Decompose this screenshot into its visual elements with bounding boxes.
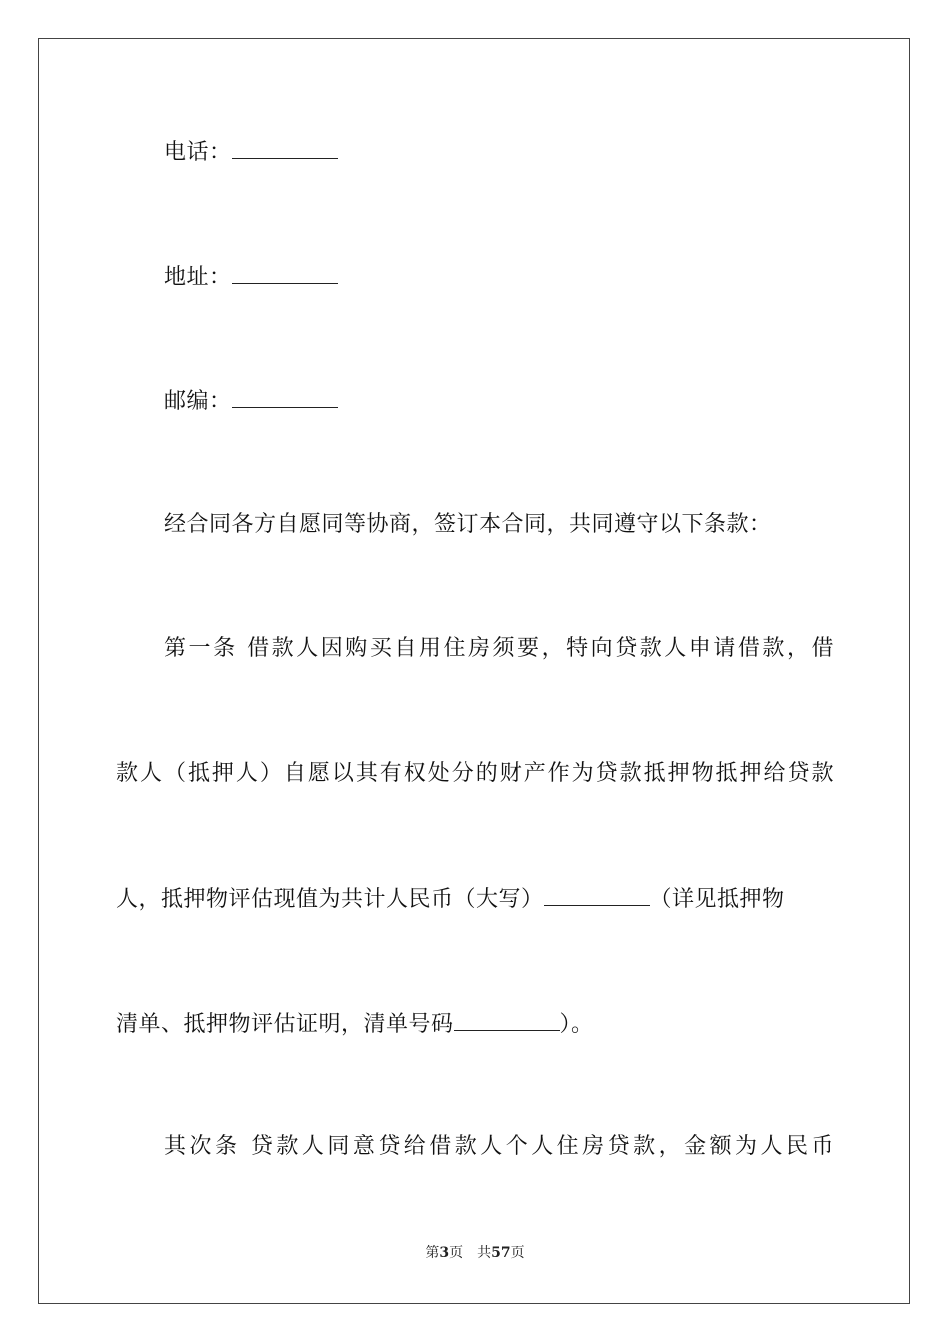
footer-page-suffix: 页	[449, 1245, 464, 1261]
list-number-close: ）。	[559, 1012, 594, 1037]
footer-total-prefix: 共	[477, 1245, 492, 1261]
address-field-line	[164, 261, 882, 293]
phone-label: 电话：	[164, 140, 232, 165]
postcode-field-line	[164, 385, 882, 417]
intro-paragraph: 经合同各方自愿同等协商，签订本合同，共同遵守以下条款：	[164, 512, 772, 537]
address-blank[interactable]	[232, 261, 338, 284]
footer-page-prefix: 第	[425, 1245, 440, 1261]
page-footer	[0, 1244, 950, 1262]
phone-blank[interactable]	[232, 136, 338, 159]
address-label: 地址：	[164, 265, 232, 290]
article2-line1: 其次条 贷款人同意贷给借款人个人住房贷款，金额为人民币	[164, 1134, 834, 1159]
appraised-value-label: 人，抵押物评估现值为共计人民币（大写）	[116, 887, 544, 912]
list-number-blank[interactable]	[454, 1008, 560, 1031]
list-number-label: 清单、抵押物评估证明，清单号码	[116, 1012, 454, 1037]
article1-line1: 第一条 借款人因购买自用住房须要，特向贷款人申请借款，借	[164, 636, 834, 661]
phone-field-line	[164, 136, 882, 168]
postcode-label: 邮编：	[164, 389, 232, 414]
footer-total-suffix: 页	[510, 1245, 525, 1261]
postcode-blank[interactable]	[232, 385, 338, 408]
page-border	[38, 38, 910, 1304]
footer-total-pages: 57	[491, 1245, 511, 1261]
appraised-value-blank[interactable]	[544, 883, 650, 906]
article1-line3	[116, 883, 834, 915]
article1-line4	[116, 1008, 834, 1040]
appraised-value-note: （详见抵押物	[649, 887, 785, 912]
footer-page-number: 3	[439, 1245, 450, 1261]
article1-line2: 款人（抵押人）自愿以其有权处分的财产作为贷款抵押物抵押给贷款	[116, 761, 834, 786]
